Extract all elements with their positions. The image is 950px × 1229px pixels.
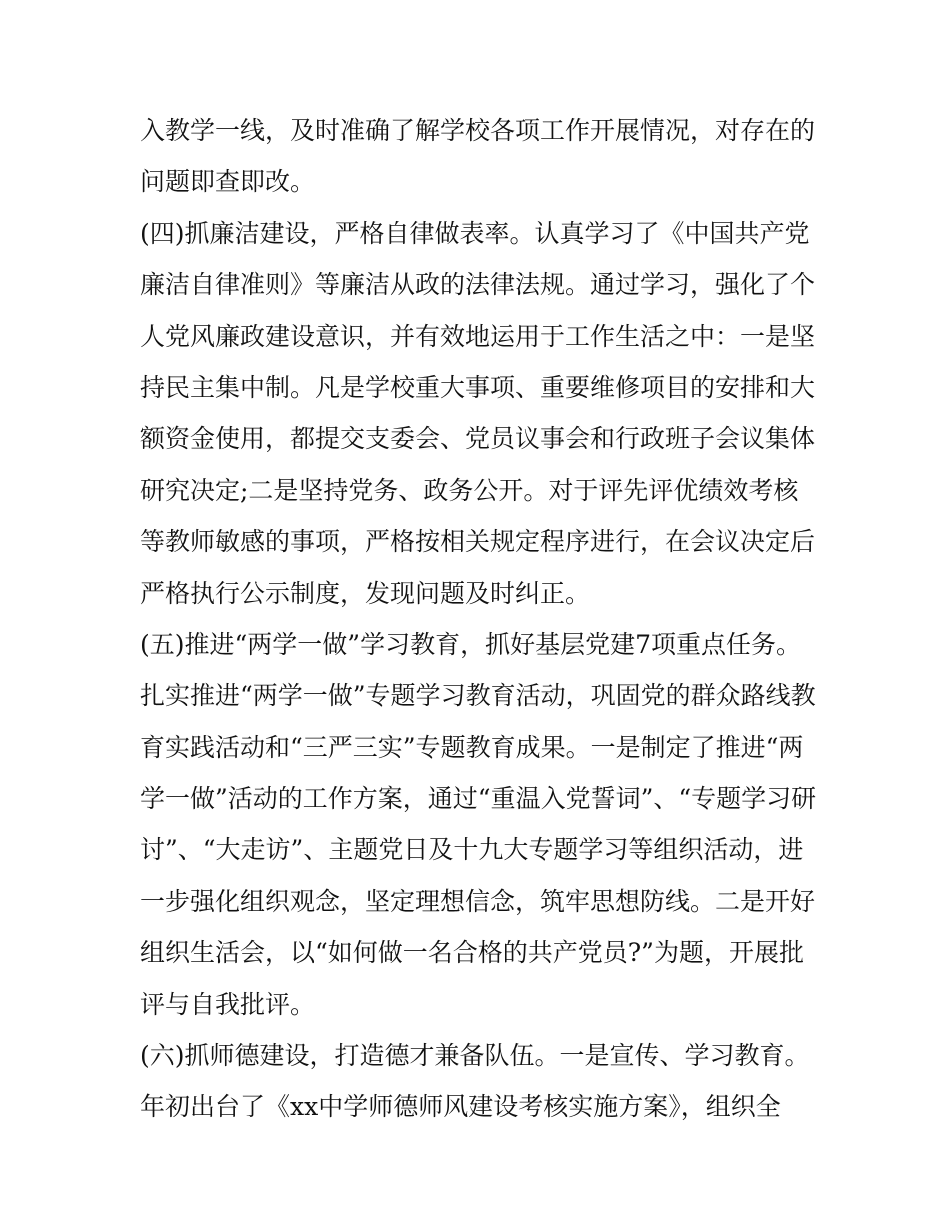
text-line: 年初出台了《xx中学师德师风建设考核实施方案》，组织全 bbox=[140, 1092, 781, 1122]
text-line: 廉洁自律准则》等廉洁从政的法律法规。通过学习，强化了个 bbox=[140, 270, 816, 300]
text-line: 学一做”活动的工作方案，通过“重温入党誓词”、“专题学习研 bbox=[140, 784, 817, 814]
text-line: 持民主集中制。凡是学校重大事项、重要维修项目的安排和大 bbox=[140, 372, 816, 402]
section-heading-line: (四)抓廉洁建设，严格自律做表率。认真学习了《中国共产党 bbox=[140, 218, 810, 248]
document-body bbox=[140, 105, 820, 1133]
text-line: 问题即查即改。 bbox=[140, 167, 316, 197]
text-line: 等教师敏感的事项，严格按相关规定程序进行，在会议决定后 bbox=[140, 527, 816, 557]
text-line: 讨”、“大走访”、主题党日及十九大专题学习等组织活动，进 bbox=[140, 835, 804, 865]
text-line: 严格执行公示制度，发现问题及时纠正。 bbox=[140, 578, 591, 608]
text-line: 扎实推进“两学一做”专题学习教育活动，巩固党的群众路线教 bbox=[140, 681, 816, 711]
section-heading-line: (六)抓师德建设，打造德才兼备队伍。一是宣传、学习教育。 bbox=[140, 1041, 810, 1071]
text-line: 评与自我批评。 bbox=[140, 989, 316, 1019]
text-line: 一步强化组织观念，坚定理想信念，筑牢思想防线。二是开好 bbox=[140, 886, 816, 916]
text-line: 组织生活会，以“如何做一名合格的共产党员?”为题，开展批 bbox=[140, 938, 804, 968]
text-line: 研究决定;二是坚持党务、政务公开。对于评先评优绩效考核 bbox=[140, 475, 799, 505]
text-line: 入教学一线，及时准确了解学校各项工作开展情况，对存在的 bbox=[140, 116, 816, 145]
text-line: 育实践活动和“三严三实”专题教育成果。一是制定了推进“两 bbox=[140, 732, 804, 762]
text-line: 额资金使用，都提交支委会、党员议事会和行政班子会议集体 bbox=[140, 424, 816, 454]
section-heading-line: (五)推进“两学一做”学习教育，抓好基层党建7项重点任务。 bbox=[140, 629, 801, 659]
text-line: 人党风廉政建设意识，并有效地运用于工作生活之中：一是坚 bbox=[140, 321, 816, 351]
